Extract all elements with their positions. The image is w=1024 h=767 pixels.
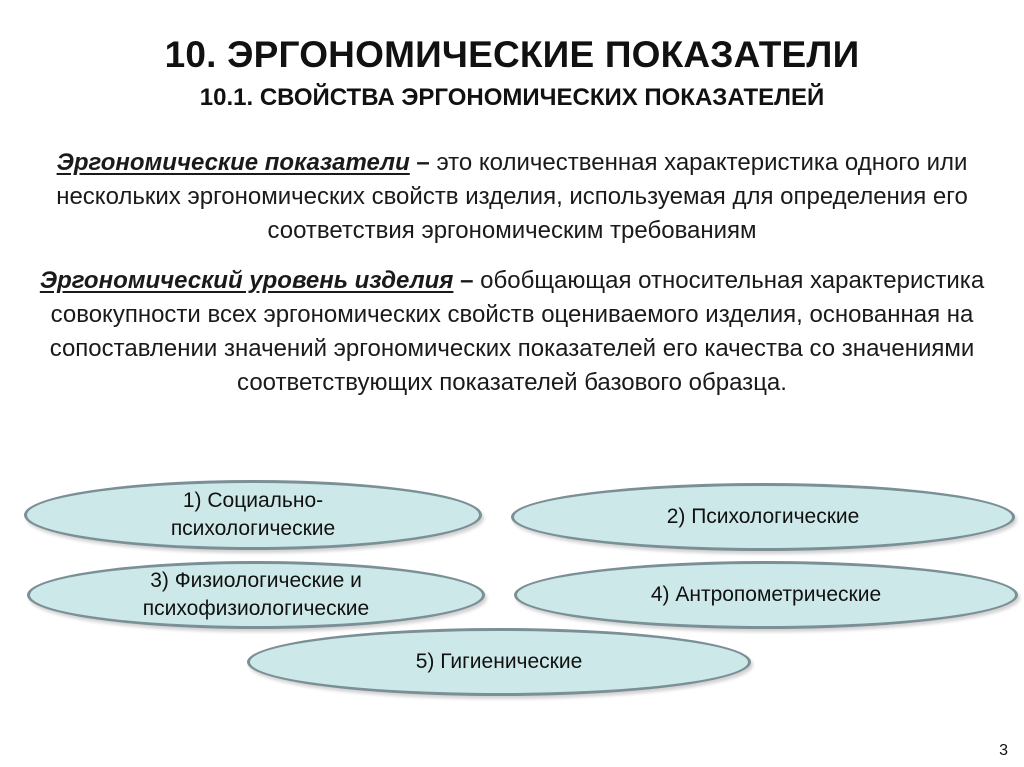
definition-term: Эргономический уровень изделия: [39, 267, 454, 294]
definition-ergonomic-indicators: [30, 146, 994, 248]
definition-ergonomic-level: [30, 264, 994, 400]
definition-term: Эргономические показатели: [56, 149, 410, 176]
category-label: 5) Гигиенические: [415, 650, 583, 673]
category-label: 4) Антропометрические: [650, 583, 882, 606]
category-oval-psychological: [511, 483, 1015, 551]
definition-dash: –: [416, 149, 430, 176]
category-oval-physiological: [27, 561, 485, 629]
category-oval-anthropometric: [514, 561, 1018, 629]
category-label: 2) Психологические: [666, 505, 860, 528]
category-oval-hygienic: [247, 628, 751, 696]
definition-dash: –: [460, 267, 474, 294]
page-number: 3: [999, 742, 1008, 759]
definition-text: обобщающая относительная характеристика совокупности всех эргономических свойств оцениваемого изделия, основанная на сопоставлении значений эргономических показателей его качества со значениями соответствующих показателей базового образца.: [49, 267, 985, 396]
definition-text: это количественная характеристика одного или нескольких эргономических свойств изделия, используемая для определения его соответствия эргономическим требованиям: [56, 149, 968, 244]
category-label: 1) Социально-психологические: [170, 489, 336, 540]
category-label: 3) Физиологические и психофизиологические: [142, 569, 370, 620]
slide-title: 10. ЭРГОНОМИЧЕСКИЕ ПОКАЗАТЕЛИ: [164, 34, 860, 75]
slide-subtitle: 10.1. СВОЙСТВА ЭРГОНОМИЧЕСКИХ ПОКАЗАТЕЛЕЙ: [199, 84, 825, 111]
category-oval-social-psychological: [24, 480, 482, 550]
